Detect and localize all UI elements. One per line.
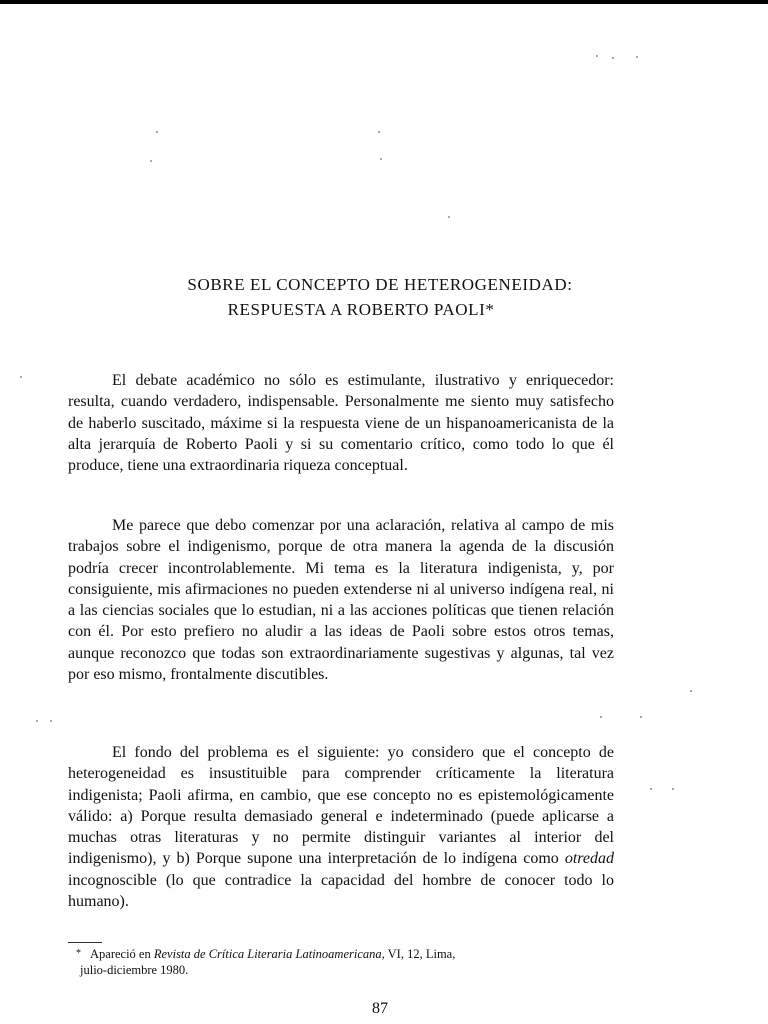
paragraph-3-text-b: incognoscible (lo que contradice la capacidad del hombre de conocer todo lo humano). (68, 871, 614, 911)
scan-speck (612, 57, 614, 59)
title-line-1: SOBRE EL CONCEPTO DE HETEROGENEIDAD: (187, 275, 573, 294)
scan-speck (672, 788, 674, 790)
paragraph-1: El debate académico no sólo es estimulante, ilustrativo y enriquecedor: resulta, cuando verdadero, indispensable. Personalmente me siento muy satisfecho de haberlo suscitado, máxime si la respuesta viene de un hispanoamericanista de la alta jerarquía de Roberto Paoli y si su comentario crítico, como todo lo que él produce, tiene una extraordinaria riqueza conceptual. (68, 372, 614, 475)
scan-speck (150, 160, 152, 162)
scan-speck (20, 376, 22, 378)
footnote-journal: Revista de Crítica Literaria Latinoamericana, (153, 947, 385, 961)
scan-speck (36, 720, 38, 722)
footnote-date: julio-diciembre 1980. (80, 963, 189, 977)
top-scan-border (0, 0, 768, 4)
scan-speck (690, 690, 692, 692)
footnote-suffix: VI, 12, Lima, (384, 947, 456, 961)
paragraph-3-emphasis: otredad (564, 850, 614, 868)
article-title (0, 272, 768, 322)
title-line-2: RESPUESTA A ROBERTO PAOLI* (227, 300, 495, 319)
footnote-prefix: Apareció en (90, 947, 154, 961)
page-number: 87 (372, 1000, 388, 1017)
paragraph-2: Me parece que debo comenzar por una aclaración, relativa al campo de mis trabajos sobre el indigenismo, porque de otra manera la agenda de la discusión podría crecer incontrolablemente. Mi tema es la literatura indigenista, y, por consiguiente, mis afirmaciones no pueden extenderse ni al universo indígena real, ni a las ciencias sociales que lo estudian, ni a las acciones políticas que tienen relación con él. Por esto prefiero no aludir a las ideas de Paoli sobre estos otros temas, aunque reconozco que todas son extraordinariamente sugestivas y algunas, tal vez por eso mismo, frontalmente discutibles. (68, 517, 614, 684)
scan-speck (600, 716, 602, 718)
scan-speck (640, 716, 642, 718)
scan-speck (378, 131, 380, 133)
paragraph-3 (68, 742, 614, 912)
footnote-marker: * (76, 948, 81, 959)
footnote-divider (68, 942, 102, 943)
paragraph-3-text-a: El fondo del problema es el siguiente: yo considero que el concepto de heterogeneidad es insustituible para comprender críticamente la literatura indigenista; Paoli afirma, en cambio, que ese concepto no es epistemológicamente válido: a) Porque resulta demasiado general e indeterminado (puede aplicarse a muchas otras literaturas y no permite distinguir variantes al interior del indigenismo), y b) Porque supone una interpretación de lo indígena como (68, 744, 614, 868)
scan-speck (156, 131, 158, 133)
scan-speck (596, 55, 598, 57)
scan-speck (650, 788, 652, 790)
scan-speck (50, 720, 52, 722)
scan-speck (636, 56, 638, 58)
scan-speck (448, 216, 450, 218)
scan-speck (380, 158, 382, 160)
footnote (76, 946, 616, 978)
